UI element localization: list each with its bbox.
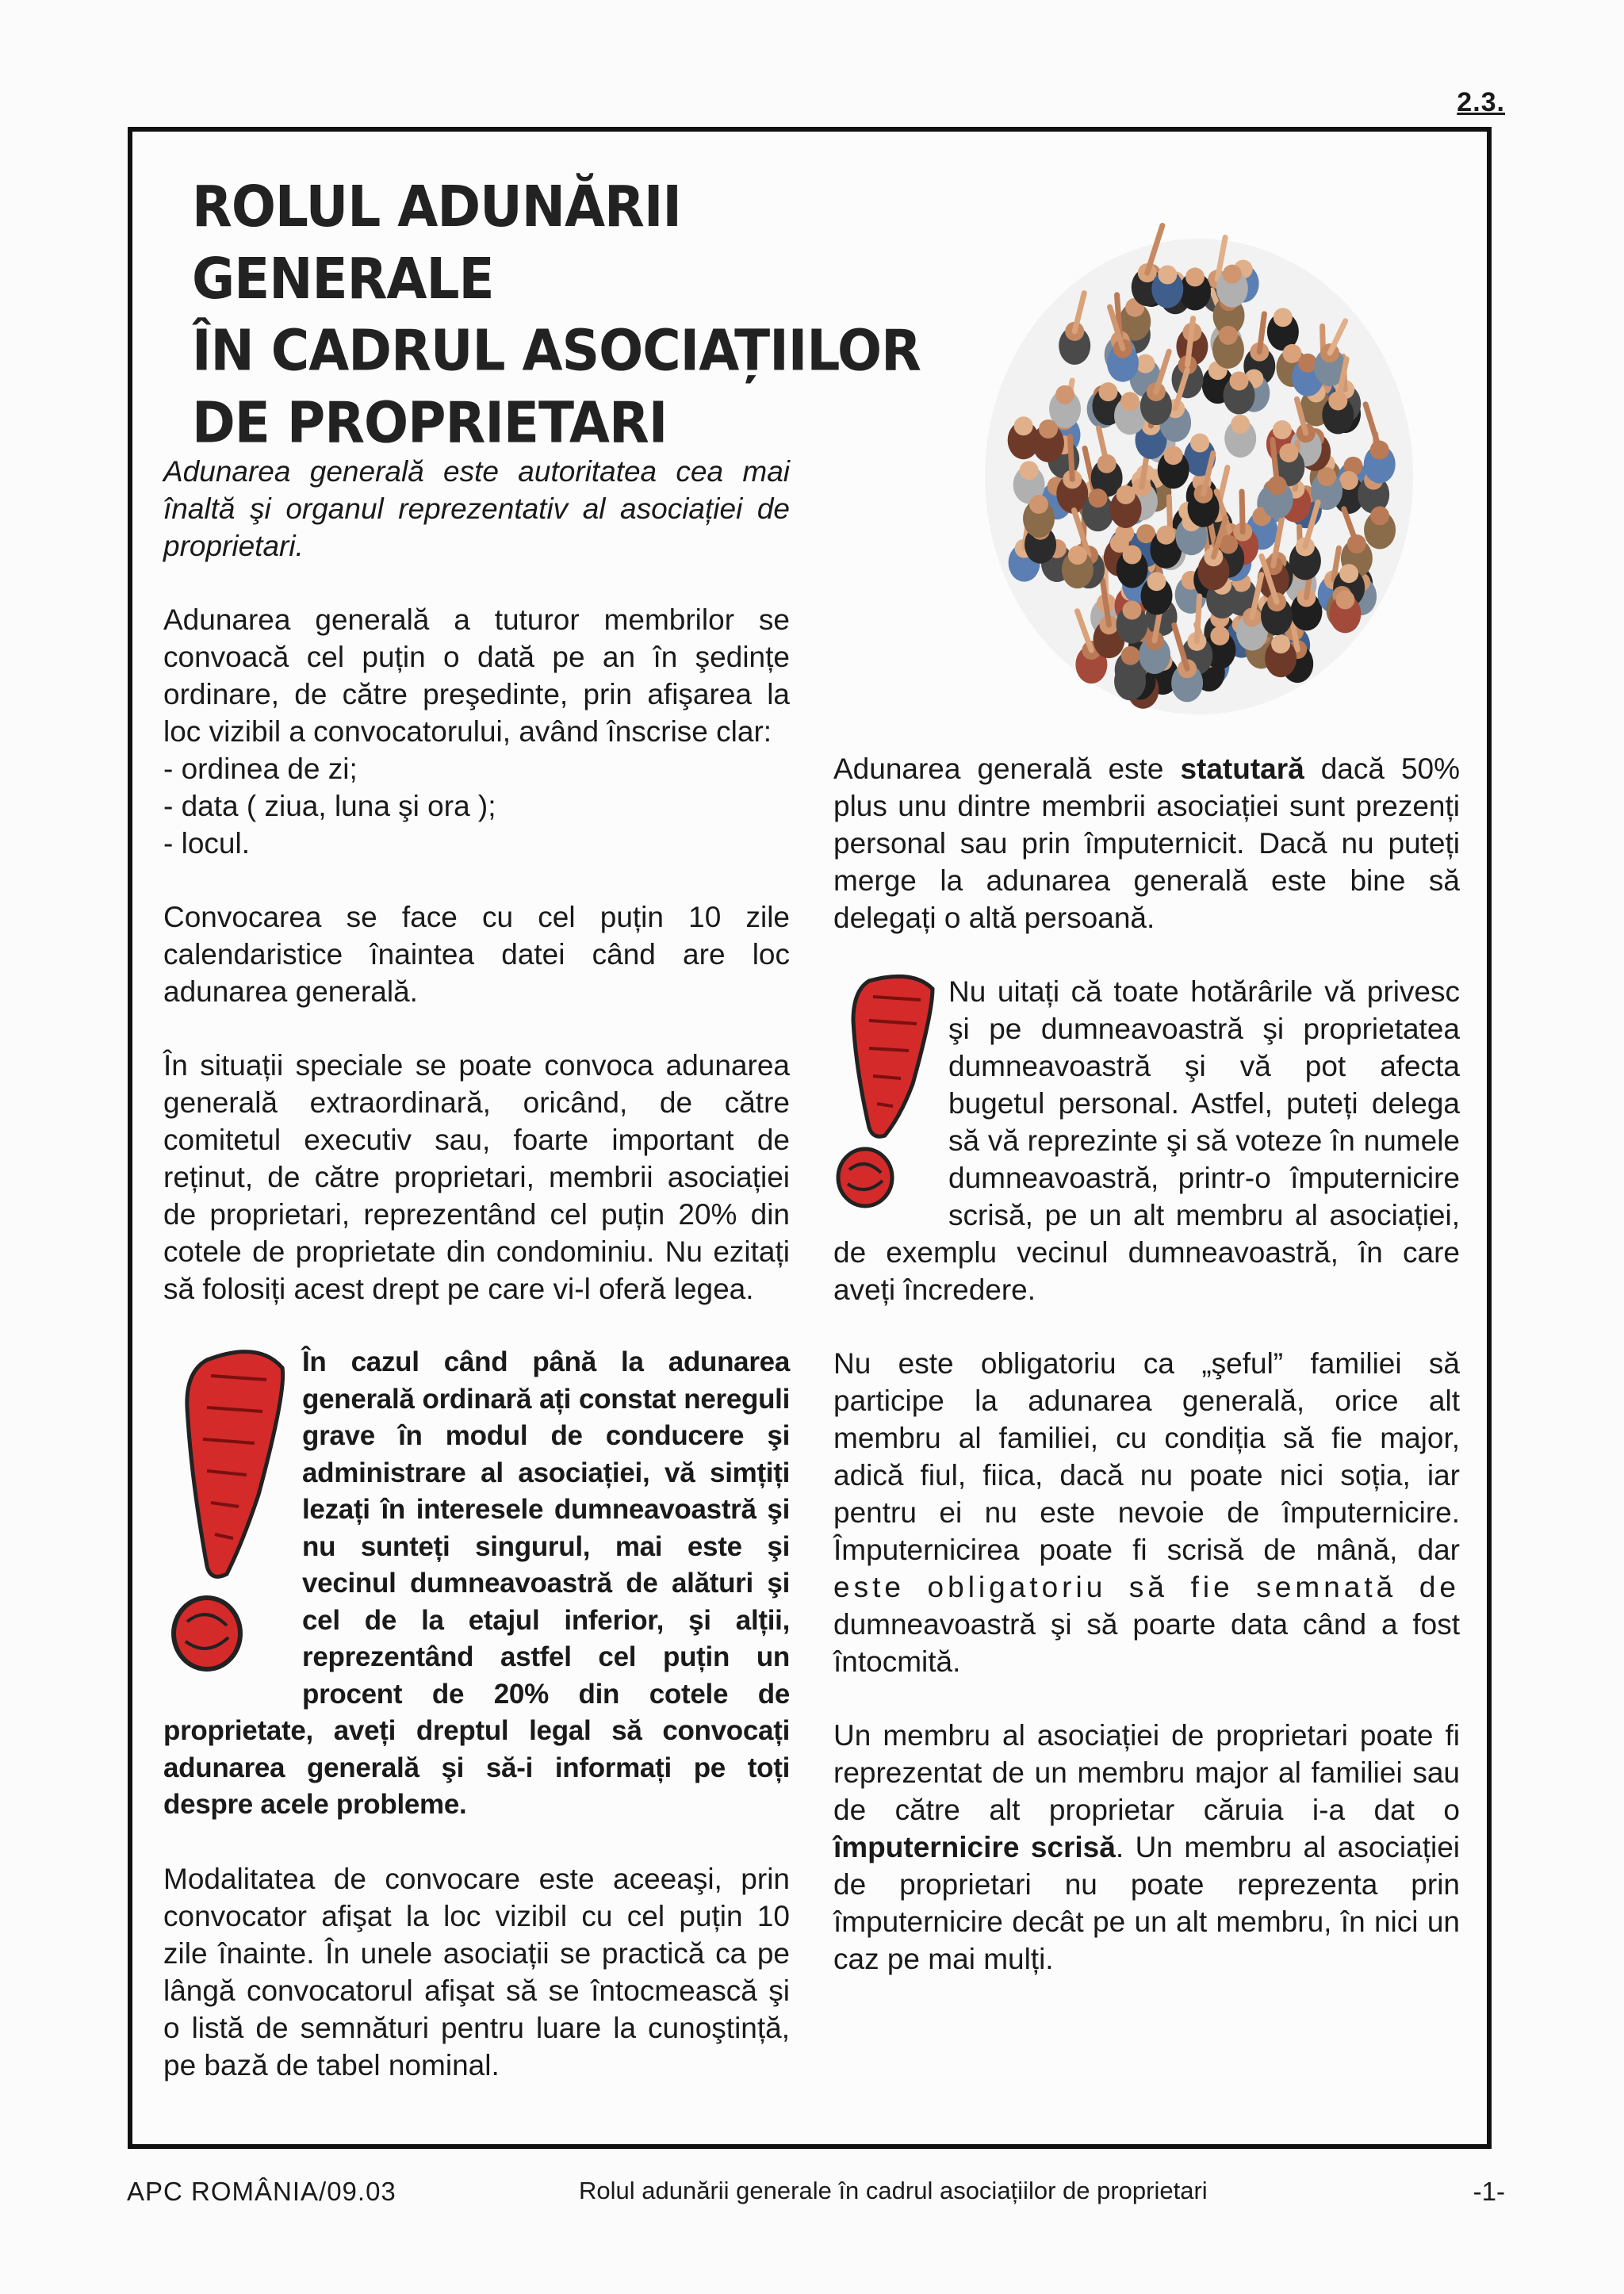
representation-text-start: Un membru al asociației de proprietari poate fi reprezentat de un membru major al familiei sau de către alt proprietar căruia i-a dat o <box>833 1719 1460 1826</box>
quorum-bold: statutară <box>1180 753 1304 785</box>
family-text-1: Nu este obligatoriu ca „şeful” familiei să participe la adunarea generală, orice alt membru al familiei, cu condiția să fie major, adică fiul, fiica, dacă nu poate nici soția, iar pentru ei nu este nevoie de împuternicire. Împuternicirea poate fi scrisă de mână, dar <box>833 1347 1460 1566</box>
crowd-person-head <box>1223 265 1242 284</box>
crowd-person-head <box>1339 564 1358 583</box>
warning-block-right <box>833 973 1460 1308</box>
crowd-person-head <box>1116 485 1136 504</box>
crowd-person-head <box>1123 601 1142 620</box>
crowd-person-head <box>1219 326 1238 345</box>
section-number: 2.3. <box>1457 87 1505 117</box>
list-item: - locul. <box>163 825 790 862</box>
title-line-1: ROLUL ADUNĂRII GENERALE <box>192 174 681 312</box>
list-item: - ordinea de zi; <box>163 750 790 787</box>
convening-text: Adunarea generală a tuturor membrilor se convoacă cel puțin o dată pe an în şedințe ordinare, de către preşedinte, prin afişarea la loc vizibil a convocatorului, având înscrise clar: <box>163 603 790 748</box>
quorum-paragraph <box>833 750 1460 936</box>
crowd-person-head <box>1147 572 1166 591</box>
convening-paragraph <box>163 601 790 750</box>
crowd-person-head <box>1136 354 1155 373</box>
content-frame <box>128 127 1492 2149</box>
crowd-person-head <box>1185 267 1205 286</box>
crowd-person-head <box>1210 626 1229 645</box>
crowd-person-head <box>1279 443 1298 462</box>
family-text-2: este obligatoriu să fie semnată de <box>833 1571 1460 1603</box>
crowd-person-arm <box>1197 596 1199 641</box>
crowd-person-arm <box>1070 436 1072 479</box>
footer-publisher: APC ROMÂNIA/09.03 <box>127 2177 396 2206</box>
crowd-person-head <box>1014 416 1033 435</box>
exclamation-icon <box>163 1344 294 1685</box>
crowd-person-head <box>1029 495 1048 514</box>
quorum-text-start: Adunarea generală este <box>833 753 1164 785</box>
title-line-2: ÎN CADRUL ASOCIAȚIILOR <box>192 317 921 384</box>
intro-paragraph: Adunarea generală este autoritatea cea mai înaltă şi organul reprezentativ al asociației de proprietari. <box>163 455 790 562</box>
crowd-person-head <box>1121 646 1140 665</box>
crowd-person-head <box>1089 488 1108 507</box>
quorum-text-end: dacă 50% plus unu dintre membrii asociației sunt prezenți personal sau prin împuternicit. Dacă nu puteți merge la adunarea generală este bine să delegați o altă persoană. <box>833 753 1461 934</box>
warning-text-right: Nu uitați că toate hotărârile vă privesc şi pe dumneavoastră şi proprietatea dumneavoastră şi vă pot afecta bugetul personal. Astfel, puteți delega să vă reprezinte şi să voteze în numele dumneavoastră, printr-o împuternicire scrisă, pe un alt membru al asociației, de exemplu vecinul dumneavoastră, în care aveți încredere. <box>833 975 1460 1306</box>
warning-text-left: În cazul când până la adunarea generală ordinară ați constat nereguli grave în modul de conducere şi administrare al asociației, vă simțiți lezați în interesele dumneavoastră şi nu sunteți singurul, mai este şi vecinul dumneavoastră de alături şi cel de la etajul inferior, şi alții, reprezentând astfel cel puțin un procent de 20% din cotele de proprietate, aveți dreptul legal să convocați adunarea generală şi să-i informați pe toți despre acele probleme. <box>163 1346 790 1820</box>
list-item: - data ( ziua, luna şi ora ); <box>163 787 790 825</box>
footer-page-number: -1- <box>1473 2177 1505 2206</box>
crowd-person-arm <box>1242 492 1243 532</box>
crowd-person-head <box>1273 420 1292 439</box>
crowd-person-head <box>1335 590 1354 609</box>
crowd-person-head <box>1020 461 1039 480</box>
crowd-person-head <box>1230 372 1249 391</box>
crowd-person-head <box>1120 392 1139 411</box>
requirements-list <box>163 750 790 862</box>
page-title <box>192 171 985 459</box>
crowd-person-head <box>1156 526 1175 545</box>
crowd-person-head <box>1123 546 1142 565</box>
representation-paragraph <box>833 1717 1460 1978</box>
title-line-3: DE PROPRIETARI <box>192 389 668 456</box>
footer-title: Rolul adunării generale în cadrul asociațiilor de proprietari <box>579 2177 1208 2204</box>
crowd-person-head <box>1190 434 1209 453</box>
notice-paragraph: Convocarea se face cu cel puțin 10 zile calendaristice înaintea datei când are loc adunarea generală. <box>163 901 790 1008</box>
extraordinary-paragraph: În situații speciale se poate convoca adunarea generală extraordinară, oricând, de către comitetul executiv sau, foarte important de reținut, de către proprietari, membrii asociației de proprietari, reprezentând cel puțin 20% din cotele de proprietate din condominiu. Nu ezitați să folosiți acest drept pe care vi-l oferă legea. <box>163 1049 790 1305</box>
exclamation-icon <box>833 973 940 1211</box>
family-text-3: dumneavoastră şi să poarte data când a fost întocmită. <box>833 1608 1460 1678</box>
crowd-person-head <box>1370 506 1389 525</box>
left-column <box>163 453 790 2120</box>
right-column <box>833 750 1460 2014</box>
crowd-person-head <box>1164 446 1183 465</box>
crowd-person-head <box>1098 382 1117 401</box>
crowd-person-head <box>1068 546 1087 565</box>
crowd-person-head <box>1039 419 1058 439</box>
crowd-person-head <box>1231 415 1250 434</box>
warning-block-left <box>163 1344 790 1824</box>
crowd-person-head <box>1158 265 1177 284</box>
crowd-person-head <box>1271 634 1290 653</box>
method-paragraph: Modalitatea de convocare este aceeaşi, prin convocator afişat la loc vizibil cu cel puțin 10 zile înainte. În unele asociații se practică ca pe lângă convocatorul afişat să se întocmească şi o listă de semnături pentru luare la cunoştință, pe bază de tabel nominal. <box>163 1862 790 2081</box>
crowd-person-head <box>1055 385 1074 404</box>
representation-text-end: . Un membru al asociației de proprietari nu poate reprezenta prin împuternicire decât pe un alt membru, în nici un caz pe mai mulți. <box>833 1831 1460 1975</box>
crowd-person-head <box>1274 308 1293 327</box>
representation-bold: împuternicire scrisă <box>833 1831 1116 1863</box>
crowd-photo <box>961 167 1437 738</box>
family-paragraph <box>833 1345 1460 1680</box>
